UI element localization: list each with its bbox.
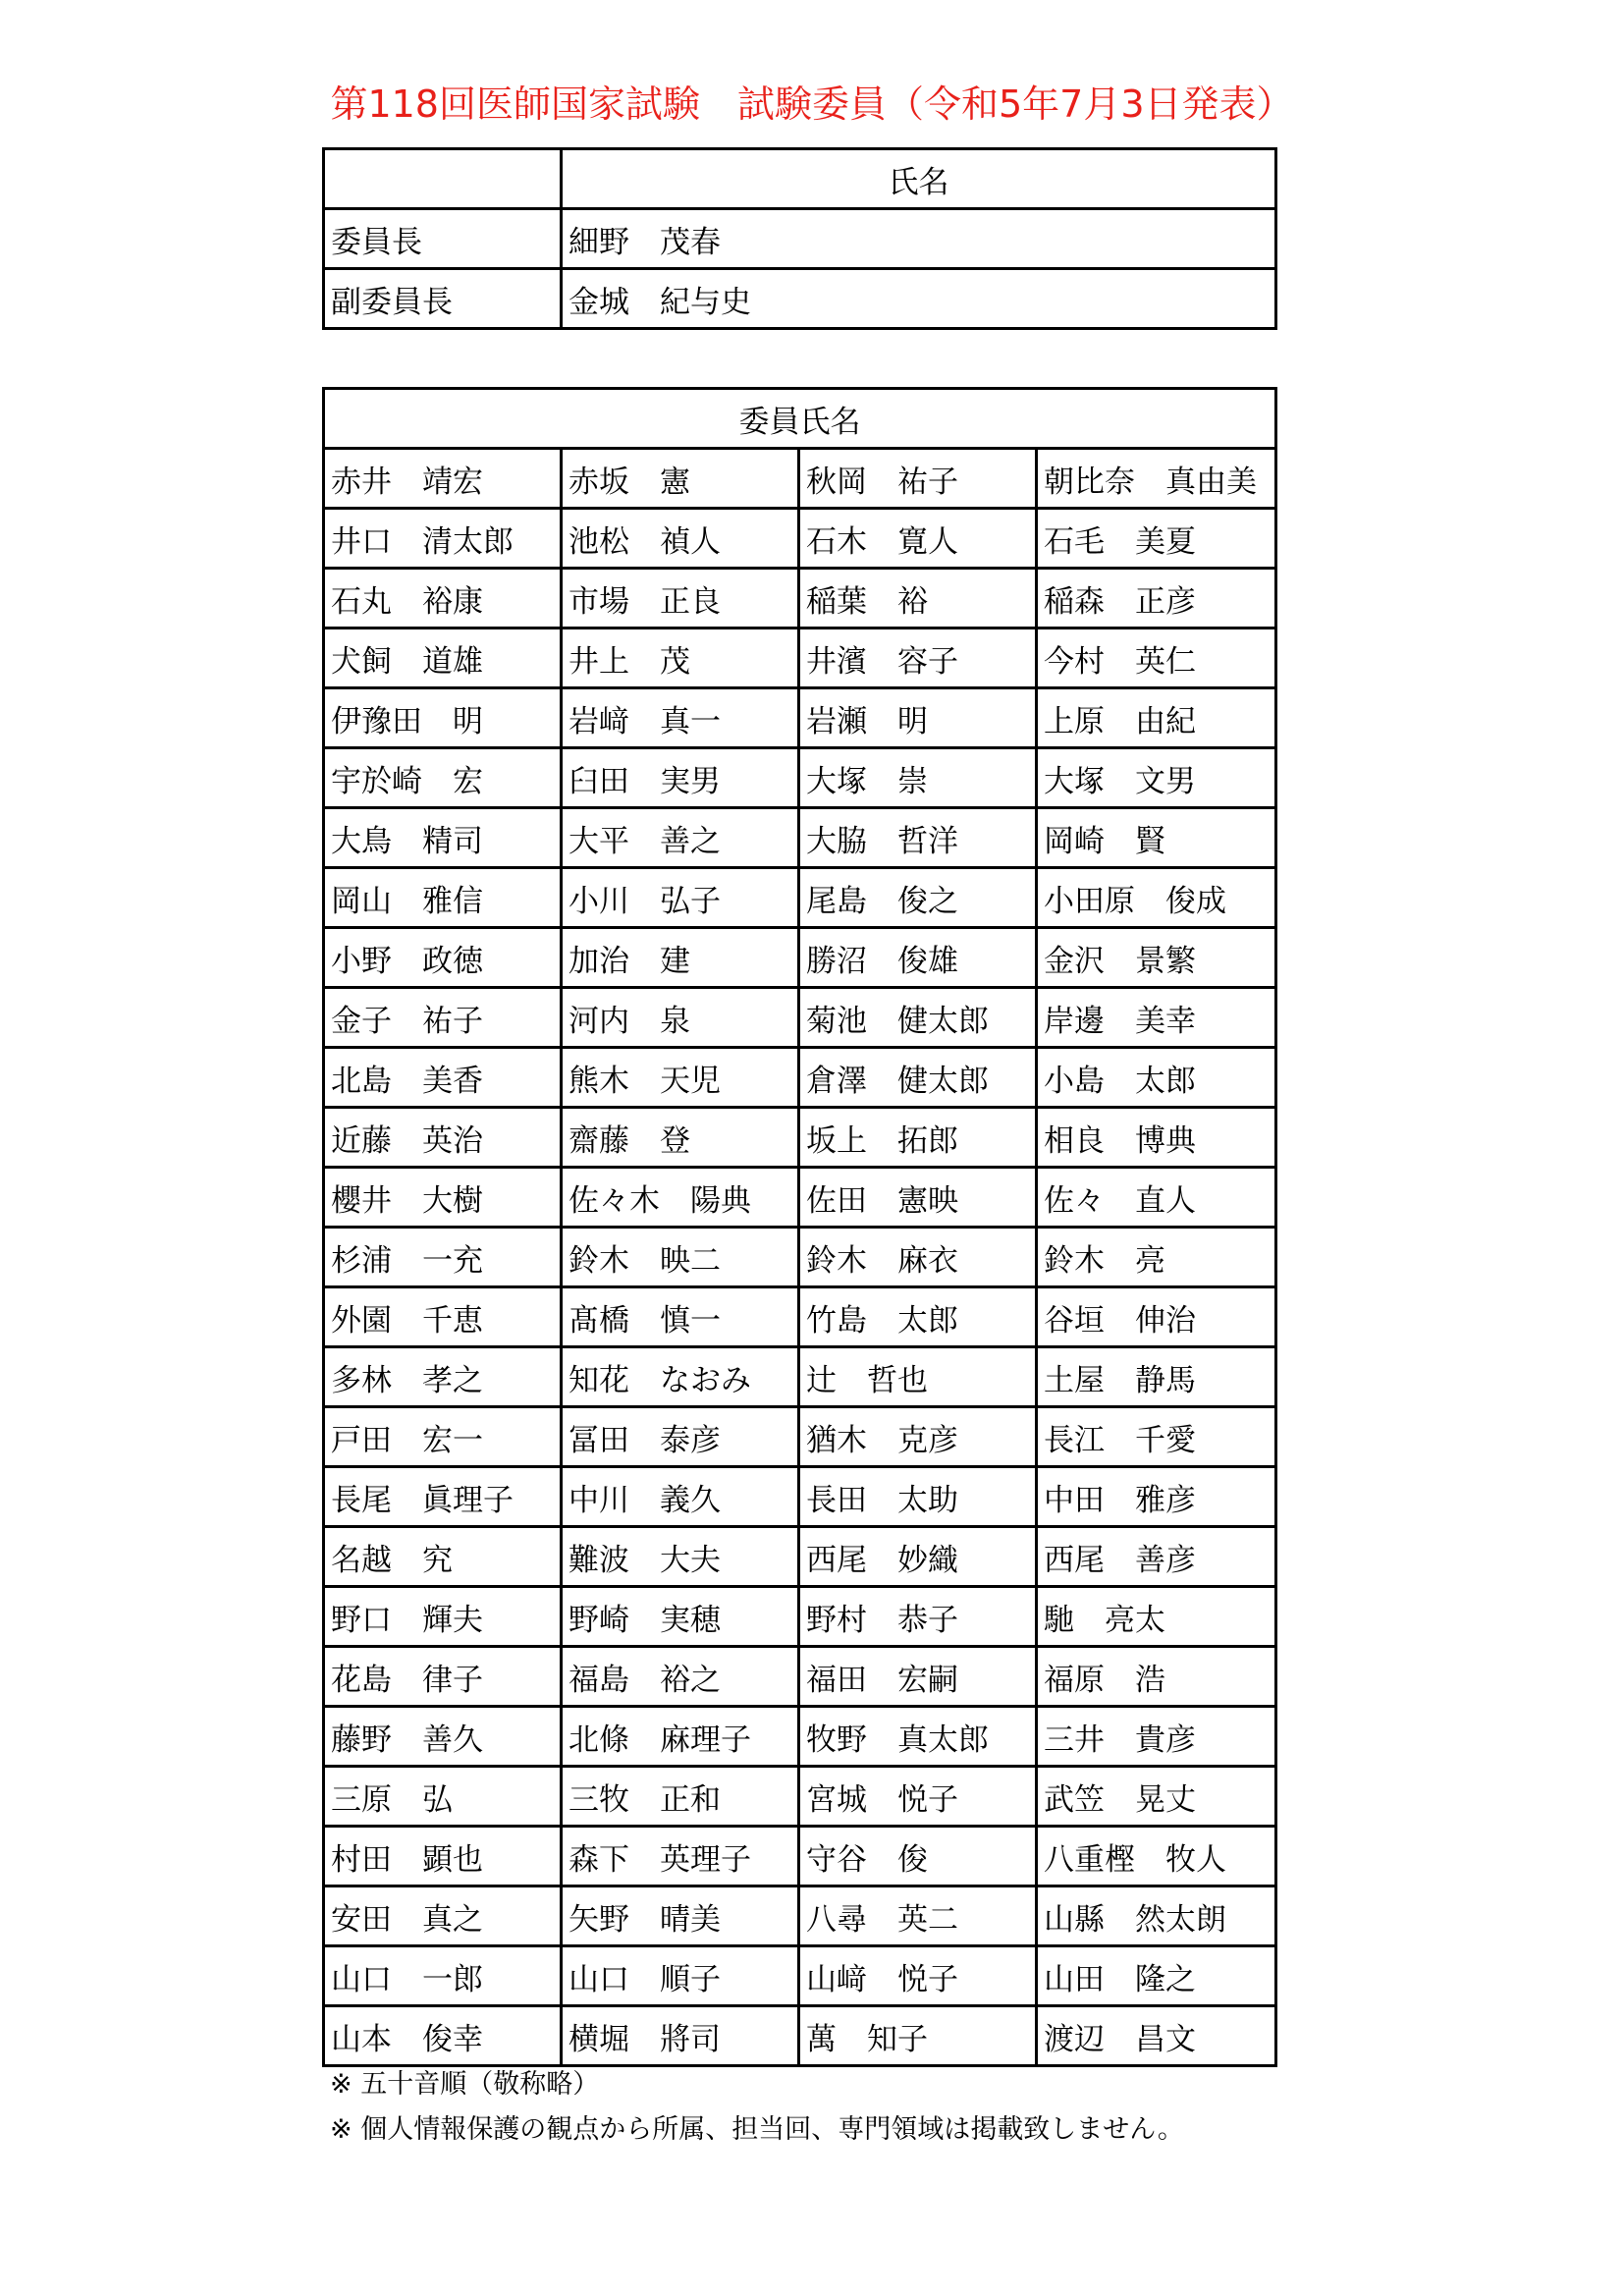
members-table (322, 387, 1277, 2067)
leader-row-chair (324, 209, 1276, 269)
member-name-cell: 萬 知子 (799, 2006, 1037, 2066)
member-name-cell: 難波 大夫 (562, 1527, 799, 1587)
member-name-cell: 勝沼 俊雄 (799, 928, 1037, 988)
member-row (324, 629, 1276, 688)
member-row (324, 1767, 1276, 1827)
member-row (324, 509, 1276, 569)
member-name-cell: 赤井 靖宏 (324, 449, 562, 509)
member-name-cell: 池松 禎人 (562, 509, 799, 569)
member-name-cell: 坂上 拓郎 (799, 1108, 1037, 1168)
member-row (324, 988, 1276, 1048)
member-name-cell: 戸田 宏一 (324, 1407, 562, 1467)
member-name-cell: 渡辺 昌文 (1037, 2006, 1276, 2066)
member-name-cell: 石毛 美夏 (1037, 509, 1276, 569)
member-row (324, 1647, 1276, 1707)
member-row (324, 1527, 1276, 1587)
member-name-cell: 井上 茂 (562, 629, 799, 688)
member-name-cell: 菊池 健太郎 (799, 988, 1037, 1048)
member-name-cell: 小野 政徳 (324, 928, 562, 988)
member-row (324, 1108, 1276, 1168)
member-name-cell: 朝比奈 真由美 (1037, 449, 1276, 509)
member-name-cell: 野村 恭子 (799, 1587, 1037, 1647)
member-name-cell: 山田 隆之 (1037, 1946, 1276, 2006)
member-row (324, 1707, 1276, 1767)
member-name-cell: 藤野 善久 (324, 1707, 562, 1767)
leader-role: 副委員長 (324, 269, 562, 329)
member-name-cell: 岡山 雅信 (324, 868, 562, 928)
leader-role: 委員長 (324, 209, 562, 269)
member-name-cell: 八尋 英二 (799, 1886, 1037, 1946)
member-name-cell: 井口 清太郎 (324, 509, 562, 569)
member-name-cell: 河内 泉 (562, 988, 799, 1048)
member-row (324, 449, 1276, 509)
member-name-cell: 稲葉 裕 (799, 569, 1037, 629)
member-name-cell: 岩瀬 明 (799, 688, 1037, 748)
members-body (324, 449, 1276, 2066)
member-row (324, 748, 1276, 808)
member-name-cell: 伊豫田 明 (324, 688, 562, 748)
member-name-cell: 櫻井 大樹 (324, 1168, 562, 1228)
member-name-cell: 山口 順子 (562, 1946, 799, 2006)
leaders-table (322, 147, 1277, 330)
member-name-cell: 北島 美香 (324, 1048, 562, 1108)
member-row (324, 1467, 1276, 1527)
member-name-cell: 大平 善之 (562, 808, 799, 868)
member-name-cell: 小川 弘子 (562, 868, 799, 928)
member-name-cell: 相良 博典 (1037, 1108, 1276, 1168)
footnotes (330, 2062, 1184, 2153)
member-name-cell: 三井 貴彦 (1037, 1707, 1276, 1767)
member-name-cell: 加治 建 (562, 928, 799, 988)
member-name-cell: 三原 弘 (324, 1767, 562, 1827)
footnote-order: ※ 五十音順（敬称略） (330, 2069, 600, 2100)
member-name-cell: 西尾 妙織 (799, 1527, 1037, 1587)
member-name-cell: 福島 裕之 (562, 1647, 799, 1707)
member-name-cell: 土屋 静馬 (1037, 1347, 1276, 1407)
member-name-cell: 長江 千愛 (1037, 1407, 1276, 1467)
leader-name: 細野 茂春 (562, 209, 1276, 269)
leaders-header-row (324, 149, 1276, 209)
member-name-cell: 金沢 景繁 (1037, 928, 1276, 988)
member-row (324, 1886, 1276, 1946)
member-name-cell: 花島 律子 (324, 1647, 562, 1707)
member-name-cell: 小田原 俊成 (1037, 868, 1276, 928)
member-name-cell: 猶木 克彦 (799, 1407, 1037, 1467)
member-row (324, 1287, 1276, 1347)
member-name-cell: 北條 麻理子 (562, 1707, 799, 1767)
member-name-cell: 倉澤 健太郎 (799, 1048, 1037, 1108)
member-name-cell: 大鳥 精司 (324, 808, 562, 868)
member-name-cell: 森下 英理子 (562, 1827, 799, 1886)
page-title: 第118回医師国家試験 試験委員（令和5年7月3日発表） (330, 82, 1294, 126)
member-row (324, 1048, 1276, 1108)
member-name-cell: 井濱 容子 (799, 629, 1037, 688)
member-name-cell: 金子 祐子 (324, 988, 562, 1048)
member-name-cell: 鈴木 亮 (1037, 1228, 1276, 1287)
member-row (324, 2006, 1276, 2066)
member-name-cell: 村田 顕也 (324, 1827, 562, 1886)
members-header: 委員氏名 (324, 389, 1276, 449)
member-row (324, 1946, 1276, 2006)
member-name-cell: 武笠 晃丈 (1037, 1767, 1276, 1827)
member-name-cell: 西尾 善彦 (1037, 1527, 1276, 1587)
member-name-cell: 石木 寛人 (799, 509, 1037, 569)
member-name-cell: 宮城 悦子 (799, 1767, 1037, 1827)
footnote-privacy: ※ 個人情報保護の観点から所属、担当回、専門領域は掲載致しません。 (330, 2114, 1184, 2145)
member-name-cell: 齋藤 登 (562, 1108, 799, 1168)
member-name-cell: 矢野 晴美 (562, 1886, 799, 1946)
member-name-cell: 辻 哲也 (799, 1347, 1037, 1407)
member-name-cell: 上原 由紀 (1037, 688, 1276, 748)
member-name-cell: 野崎 実穂 (562, 1587, 799, 1647)
member-name-cell: 今村 英仁 (1037, 629, 1276, 688)
member-name-cell: 岸邊 美幸 (1037, 988, 1276, 1048)
member-row (324, 569, 1276, 629)
member-name-cell: 熊木 天児 (562, 1048, 799, 1108)
member-name-cell: 佐々 直人 (1037, 1168, 1276, 1228)
member-name-cell: 八重樫 牧人 (1037, 1827, 1276, 1886)
member-name-cell: 尾島 俊之 (799, 868, 1037, 928)
member-name-cell: 中川 義久 (562, 1467, 799, 1527)
member-row (324, 1587, 1276, 1647)
member-name-cell: 近藤 英治 (324, 1108, 562, 1168)
member-name-cell: 横堀 將司 (562, 2006, 799, 2066)
member-name-cell: 知花 なおみ (562, 1347, 799, 1407)
member-name-cell: 安田 真之 (324, 1886, 562, 1946)
member-row (324, 928, 1276, 988)
member-name-cell: 山本 俊幸 (324, 2006, 562, 2066)
member-row (324, 1407, 1276, 1467)
member-name-cell: 長尾 眞理子 (324, 1467, 562, 1527)
member-name-cell: 鈴木 映二 (562, 1228, 799, 1287)
member-name-cell: 岡崎 賢 (1037, 808, 1276, 868)
member-row (324, 688, 1276, 748)
leaders-header-name: 氏名 (562, 149, 1276, 209)
member-name-cell: 石丸 裕康 (324, 569, 562, 629)
member-name-cell: 臼田 実男 (562, 748, 799, 808)
member-name-cell: 佐々木 陽典 (562, 1168, 799, 1228)
member-name-cell: 冨田 泰彦 (562, 1407, 799, 1467)
member-name-cell: 守谷 俊 (799, 1827, 1037, 1886)
member-name-cell: 小島 太郎 (1037, 1048, 1276, 1108)
member-name-cell: 福原 浩 (1037, 1647, 1276, 1707)
member-row (324, 868, 1276, 928)
member-name-cell: 佐田 憲映 (799, 1168, 1037, 1228)
member-name-cell: 市場 正良 (562, 569, 799, 629)
member-name-cell: 名越 究 (324, 1527, 562, 1587)
member-name-cell: 山縣 然太朗 (1037, 1886, 1276, 1946)
member-name-cell: 稲森 正彦 (1037, 569, 1276, 629)
member-name-cell: 長田 太助 (799, 1467, 1037, 1527)
member-name-cell: 杉浦 一充 (324, 1228, 562, 1287)
member-name-cell: 馳 亮太 (1037, 1587, 1276, 1647)
member-name-cell: 秋岡 祐子 (799, 449, 1037, 509)
member-name-cell: 髙橋 慎一 (562, 1287, 799, 1347)
member-name-cell: 岩﨑 真一 (562, 688, 799, 748)
member-row (324, 1168, 1276, 1228)
member-name-cell: 野口 輝夫 (324, 1587, 562, 1647)
member-name-cell: 三牧 正和 (562, 1767, 799, 1827)
member-row (324, 1827, 1276, 1886)
member-name-cell: 谷垣 伸治 (1037, 1287, 1276, 1347)
member-row (324, 1347, 1276, 1407)
member-name-cell: 大塚 崇 (799, 748, 1037, 808)
member-row (324, 1228, 1276, 1287)
member-name-cell: 竹島 太郎 (799, 1287, 1037, 1347)
member-name-cell: 山口 一郎 (324, 1946, 562, 2006)
member-name-cell: 大脇 哲洋 (799, 808, 1037, 868)
member-name-cell: 福田 宏嗣 (799, 1647, 1037, 1707)
member-name-cell: 多林 孝之 (324, 1347, 562, 1407)
members-header-row (324, 389, 1276, 449)
member-name-cell: 鈴木 麻衣 (799, 1228, 1037, 1287)
member-name-cell: 山﨑 悦子 (799, 1946, 1037, 2006)
leader-name: 金城 紀与史 (562, 269, 1276, 329)
member-row (324, 808, 1276, 868)
leader-row-vice-chair (324, 269, 1276, 329)
leaders-header-blank (324, 149, 562, 209)
member-name-cell: 中田 雅彦 (1037, 1467, 1276, 1527)
member-name-cell: 赤坂 憲 (562, 449, 799, 509)
member-name-cell: 外園 千恵 (324, 1287, 562, 1347)
member-name-cell: 大塚 文男 (1037, 748, 1276, 808)
member-name-cell: 牧野 真太郎 (799, 1707, 1037, 1767)
member-name-cell: 宇於崎 宏 (324, 748, 562, 808)
member-name-cell: 犬飼 道雄 (324, 629, 562, 688)
